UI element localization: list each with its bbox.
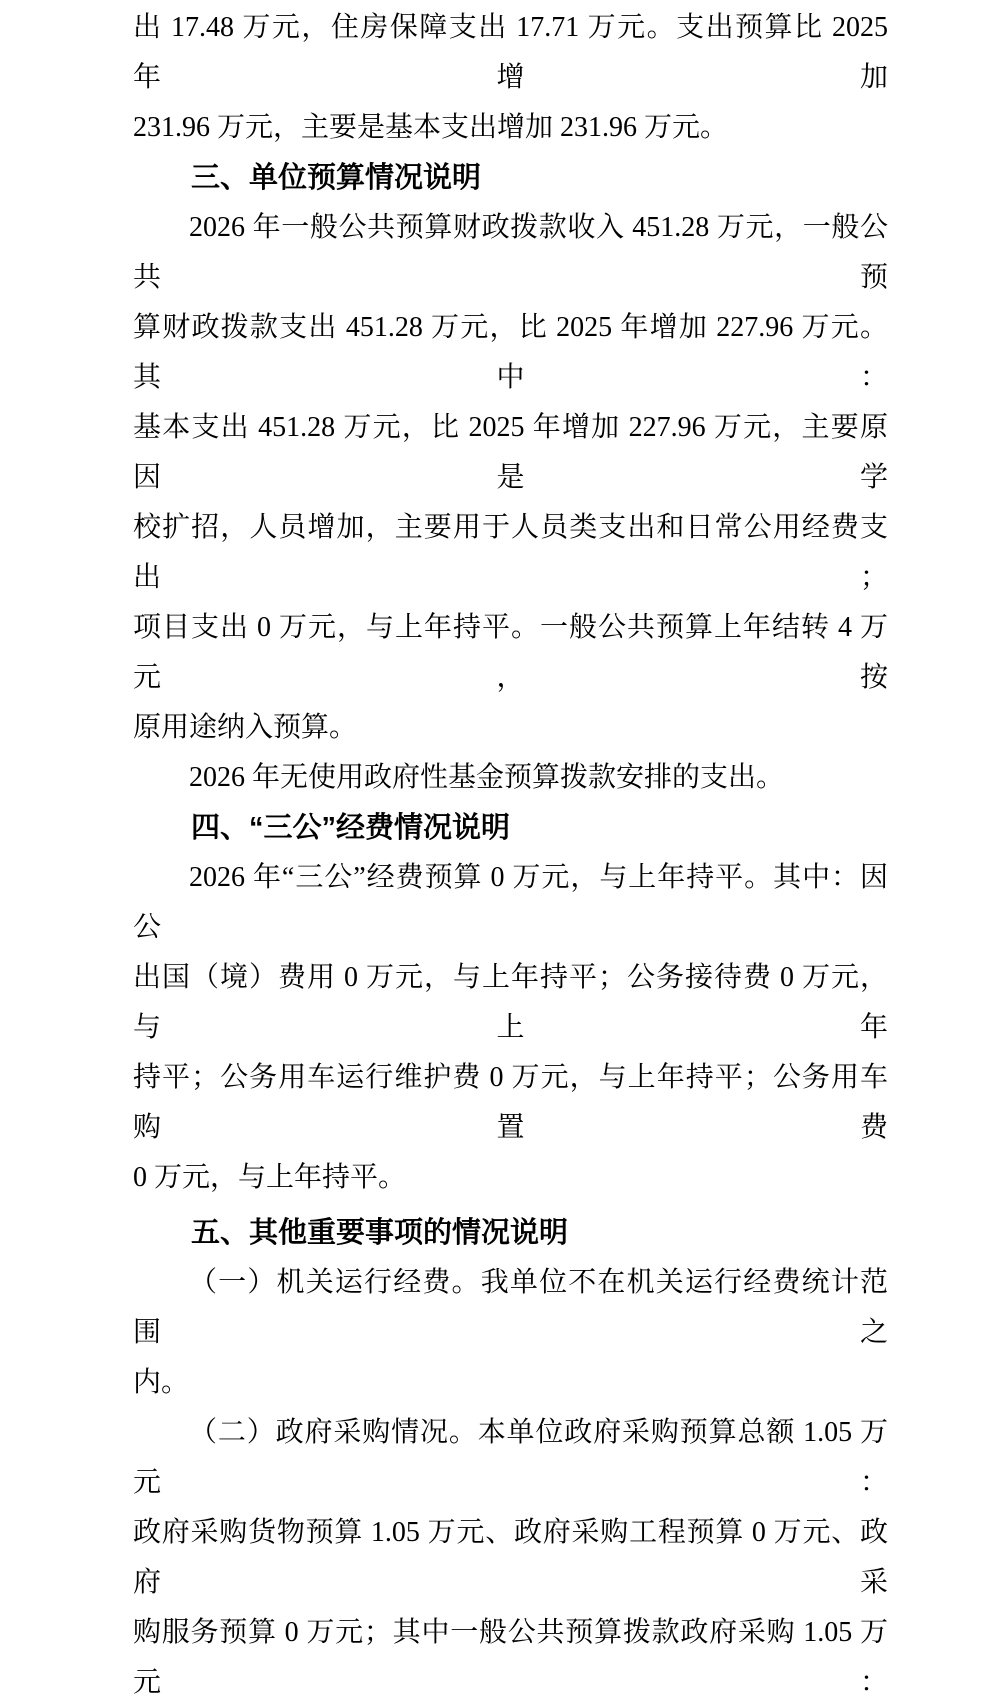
body-line: 2026 年一般公共预算财政拨款收入 451.28 万元，一般公共预 [133,212,888,293]
body-line: 原用途纳入预算。 [133,712,358,743]
body-line: 项目支出 0 万元，与上年持平。一般公共预算上年结转 4 万元，按 [133,612,888,693]
body-line: 政府采购货物预算 1.05 万元、政府采购工程预算 0 万元、政府采 [133,1517,888,1598]
body-line: （一）机关运行经费。我单位不在机关运行经费统计范围之 [133,1267,888,1348]
body-line: 内。 [133,1367,190,1398]
body-line: 出国（境）费用 0 万元，与上年持平；公务接待费 0 万元，与上年 [133,962,888,1043]
body-line: 0 万元，与上年持平。 [133,1162,407,1193]
body-line: 基本支出 451.28 万元，比 2025 年增加 227.96 万元，主要原因是学 [133,412,888,493]
body-line: 算财政拨款支出 451.28 万元，比 2025 年增加 227.96 万元。其中： [133,312,888,393]
body-line: 校扩招，人员增加，主要用于人员类支出和日常公用经费支出； [133,512,888,593]
body-line: 2026 年“三公”经费预算 0 万元，与上年持平。其中：因公 [133,862,888,943]
section-heading-5: 五、其他重要事项的情况说明 [191,1217,569,1249]
body-line: 231.96 万元，主要是基本支出增加 231.96 万元。 [133,112,729,143]
body-line: 购服务预算 0 万元；其中一般公共预算拨款政府采购 1.05 万元： [133,1617,888,1698]
section-heading-3: 三、单位预算情况说明 [191,162,482,194]
body-line: 出 17.48 万元，住房保障支出 17.71 万元。支出预算比 2025 年增加 [133,12,888,93]
body-line: 持平；公务用车运行维护费 0 万元，与上年持平；公务用车购置费 [133,1062,888,1143]
body-line: 2026 年无使用政府性基金预算拨款安排的支出。 [189,762,785,793]
body-line: （二）政府采购情况。本单位政府采购预算总额 1.05 万元： [133,1417,888,1498]
section-heading-4: 四、“三公”经费情况说明 [191,812,511,844]
